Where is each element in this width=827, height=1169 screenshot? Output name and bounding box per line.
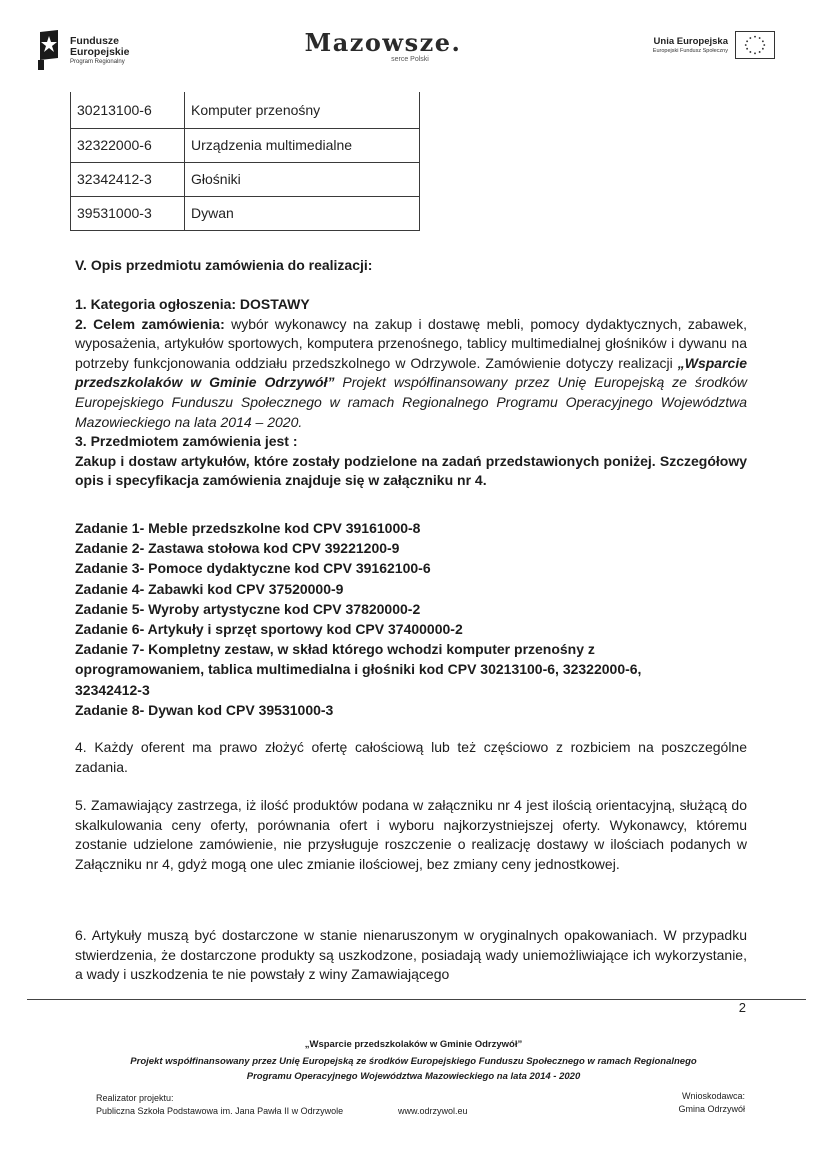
list-item: Zadanie 2- Zastawa stołowa kod CPV 39221200-9 [75,540,400,557]
fundusze-europejskie-logo [36,30,130,70]
list-item: Zadanie 6- Artykuły i sprzęt sportowy kod CPV 37400000-2 [75,621,463,638]
footer-realizator: Publiczna Szkoła Podstawowa im. Jana Pawła II w Odrzywole [96,1106,344,1116]
paragraph-4: 4. Każdy oferent ma prawo złożyć ofertę całościową lub też częściowo z rozbiciem na poszczególne zadania. [75,739,747,775]
footer-funding-line1: Projekt współfinansowany przez Unię Europejską ze środków Europejskiego Funduszu Społecznego w ramach Regionalnego [130,1056,697,1067]
table-row [71,92,420,128]
footer-divider [27,999,806,1000]
order-description [75,295,747,491]
project-name: „Wsparcie przedszkolaków w Gminie Odrzywół” [75,354,747,391]
task-list [75,518,747,720]
fe-line1: Fundusze [70,35,119,47]
page-number: 2 [738,1000,746,1015]
section-heading: V. Opis przedmiotu zamówienia do realizacji: [75,257,373,273]
table-row [71,162,420,196]
cpv-code: 32322000-6 [71,128,185,162]
footer-realizator-label: Realizator projektu: [96,1093,174,1103]
cpv-item: Komputer przenośny [185,92,420,128]
ue-line1: Unia Europejska [653,36,728,47]
footer-project-title: „Wsparcie przedszkolaków w Gminie Odrzywół” [304,1039,523,1050]
cpv-table [70,92,420,231]
subject-text: Zakup i dostaw artykułów, które zostały podzielone na zadań przedstawionych poniżej. Szczegółowy opis i specyfikacja zamówienia znajduje się w załączniku nr 4. [75,452,747,489]
category-line: 1. Kategoria ogłoszenia: DOSTAWY [75,296,310,312]
subject-label: 3. Przedmiotem zamówienia jest : [75,433,298,450]
fe-star-flag-icon [36,30,62,70]
cpv-code: 32342412-3 [71,162,185,196]
list-item: Zadanie 5- Wyroby artystyczne kod CPV 37820000-2 [75,600,421,617]
paragraph-6-wrap [75,926,747,985]
cpv-code: 39531000-3 [71,196,185,230]
paragraph-4-wrap [75,738,747,777]
purpose-label: 2. Celem zamówienia: [75,315,225,332]
cpv-item: Dywan [185,196,420,230]
project-funding: Projekt współfinansowany przez Unię Europejską ze środków Europejskiego Funduszu Społecznego w ramach Regionalnego Programu Operacyjnego Województwa Mazowieckiego na lata 2014 – 2020. [75,374,748,430]
paragraph-6: 6. Artykuły muszą być dostarczone w stanie nienaruszonym w oryginalnych opakowaniach. W przypadku stwierdzenia, że dostarczone produkty są uszkodzone, posiadają wady uniemożliwiające ich wykorzystanie, a wady i uszkodzenia te nie powstały z winy Zamawiającego [75,927,747,983]
footer-applicant: Gmina Odrzywół [678,1104,745,1114]
cpv-item: Urządzenia multimedialne [185,128,420,162]
paragraph-5: 5. Zamawiający zastrzega, iż ilość produktów podana w załączniku nr 4 jest ilością orientacyjną, służącą do skalkulowania ceny oferty, porównania ofert i wyboru najkorzystniejszej oferty. Wykonawcy, któremu zostanie udzielone zamówienie, nie przysługuje roszczenie o realizację dostawy w ilościach podanych w Załączniku nr 4, gdyż mogą one ulec zmianie ilościowej, bez zmiany ceny jednostkowej. [75,797,747,872]
list-item: Zadanie 3- Pomoce dydaktyczne kod CPV 39162100-6 [75,560,431,577]
table-row [71,196,420,230]
mazowsze-tagline: serce Polski [391,56,429,63]
purpose-paragraph [75,315,747,433]
eu-flag-icon [735,31,775,59]
purpose-text: wybór wykonawcy na zakup i dostawę mebli, pomocy dydaktycznych, zabawek, wyposażenia, artykułów sportowych, komputera przenośnego, tablicy multimedialnej głośników i dywanu na potrzeby funkcjonowania oddziału przedszkolnego w Odrzywole. Zamówienie dotyczy realizacji [75,315,747,371]
paragraph-5-wrap [75,796,747,874]
footer-website: www.odrzywol.eu [398,1106,468,1116]
ue-line2: Europejski Fundusz Społeczny [652,48,728,54]
mazowsze-name: Mazowsze. [304,28,462,57]
list-item: Zadanie 8- Dywan kod CPV 39531000-3 [75,701,334,718]
table-row [71,128,420,162]
cpv-item: Głośniki [185,162,420,196]
list-item: Zadanie 1- Meble przedszkolne kod CPV 39161000-8 [75,520,421,536]
mazowsze-logo [298,30,468,64]
list-item: Zadanie 7- Kompletny zestaw, w skład którego wchodzi komputer przenośny z oprogramowaniem, tablica multimedialna i głośniki kod CPV 30213100-6, 32322000-6, 32342412-3 [75,641,642,698]
fe-line3: Program Regionalny [70,59,125,65]
fe-line2: Europejskie [70,46,130,58]
list-item: Zadanie 4- Zabawki kod CPV 37520000-9 [75,580,344,597]
cpv-code: 30213100-6 [71,92,185,128]
footer-applicant-label: Wnioskodawca: [681,1091,745,1101]
footer-funding-line2: Programu Operacyjnego Województwa Mazowieckiego na lata 2014 - 2020 [246,1071,581,1082]
unia-europejska-logo [653,31,775,59]
